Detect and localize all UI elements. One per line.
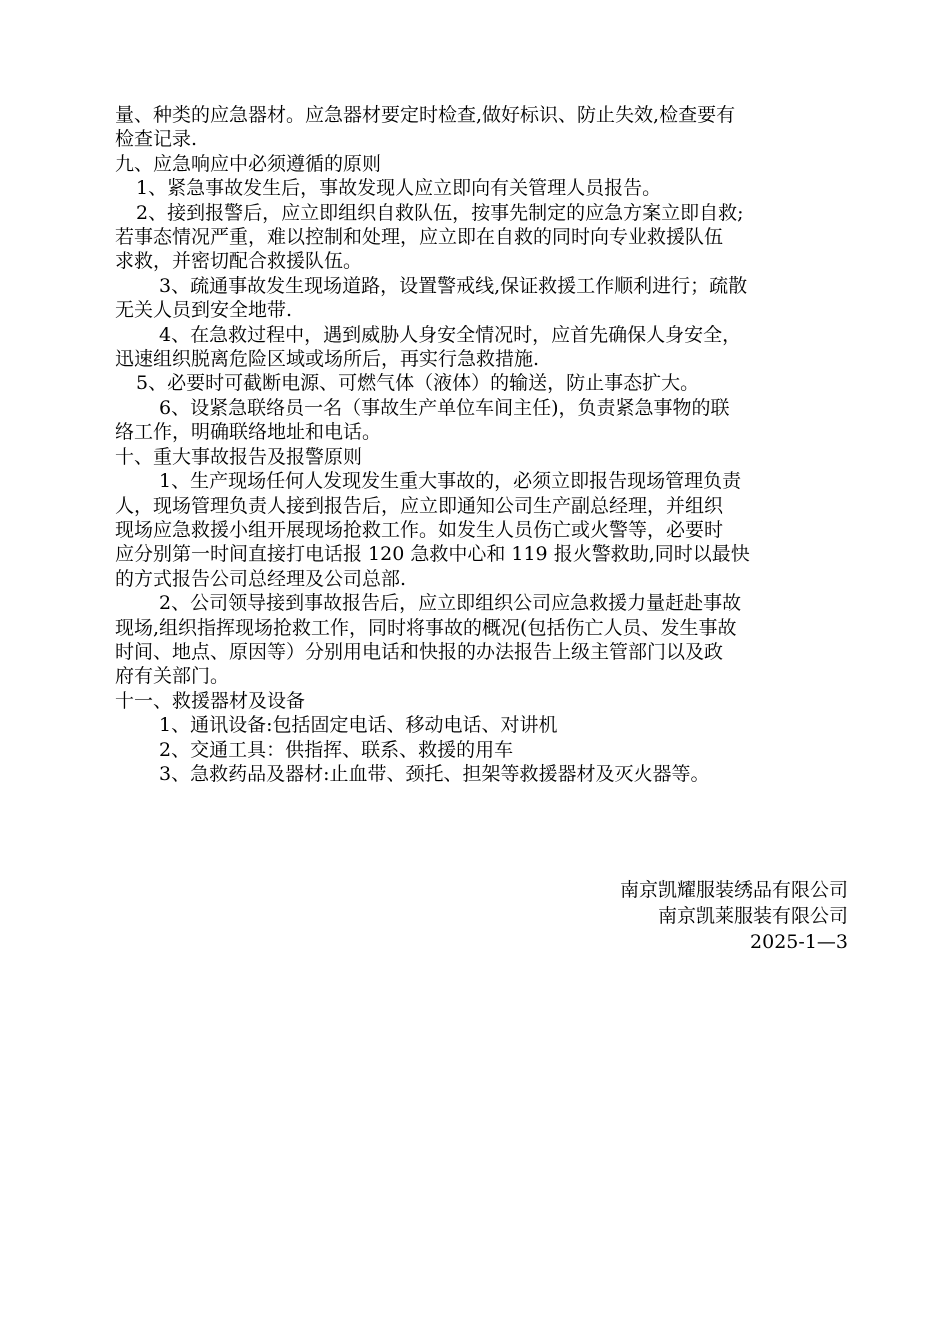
text-line: 2、接到报警后，应立即组织自救队伍，按事先制定的应急方案立即自救; — [136, 201, 744, 224]
text-line: 时间、地点、原因等）分别用电话和快报的办法报告上级主管部门以及政 — [115, 640, 724, 663]
company-name-1: 南京凯耀服装绣品有限公司 — [619, 879, 848, 901]
text-line: 迅速组织脱离危险区域或场所后，再实行急救措施. — [115, 348, 540, 371]
text-line: 无关人员到安全地带. — [115, 299, 293, 322]
text-line: 5、必要时可截断电源、可燃气体（液体）的输送，防止事态扩大。 — [136, 372, 700, 395]
text-line: 若事态情况严重，难以控制和处理，应立即在自救的同时向专业救援队伍 — [115, 226, 724, 249]
signature-date: 2025-1—3 — [750, 931, 848, 953]
text-line: 的方式报告公司总经理及公司总部. — [115, 567, 407, 590]
text-line: 应分别第一时间直接打电话报 120 急救中心和 119 报火警救助,同时以最快 — [115, 543, 750, 566]
text-line: 人，现场管理负责人接到报告后，应立即通知公司生产副总经理，并组织 — [115, 494, 724, 517]
text-line: 1、紧急事故发生后，事故发现人应立即向有关管理人员报告。 — [136, 177, 662, 200]
company-name-2: 南京凯莱服装有限公司 — [657, 905, 848, 927]
text-line: 1、生产现场任何人发现发生重大事故的，必须立即报告现场管理负责 — [159, 470, 742, 493]
text-line: 4、在急救过程中，遇到威胁人身安全情况时，应首先确保人身安全， — [159, 323, 742, 346]
text-line: 2、公司领导接到事故报告后，应立即组织公司应急救援力量赶赴事故 — [159, 592, 742, 615]
text-line: 2、交通工具：供指挥、联系、救援的用车 — [159, 738, 514, 761]
document-text — [115, 103, 848, 786]
document-body — [115, 103, 848, 786]
text-line: 络工作，明确联络地址和电话。 — [115, 421, 382, 444]
signature-block — [620, 877, 848, 955]
text-line: 现场应急救援小组开展现场抢救工作。如发生人员伤亡或火警等，必要时 — [115, 518, 724, 541]
text-line: 九、应急响应中必须遵循的原则 — [115, 152, 382, 175]
text-line: 现场,组织指挥现场抢救工作，同时将事故的概况(包括伤亡人员、发生事故 — [115, 616, 737, 639]
text-line: 3、急救药品及器材:止血带、颈托、担架等救援器材及灭火器等。 — [159, 762, 710, 785]
text-line: 检查记录. — [115, 128, 198, 151]
text-line: 3、疏通事故发生现场道路，设置警戒线,保证救援工作顺利进行；疏散 — [159, 274, 748, 297]
text-line: 府有关部门。 — [115, 665, 230, 688]
text-line: 十、重大事故报告及报警原则 — [115, 445, 363, 468]
text-line: 量、种类的应急器材。应急器材要定时检查,做好标识、防止失效,检查要有 — [115, 104, 736, 126]
text-line: 求救，并密切配合救援队伍。 — [115, 250, 363, 273]
text-line: 6、设紧急联络员一名（事故生产单位车间主任)，负责紧急事物的联 — [159, 396, 730, 419]
text-line: 十一、救援器材及设备 — [115, 689, 306, 712]
text-line: 1、通讯设备:包括固定电话、移动电话、对讲机 — [159, 714, 558, 737]
